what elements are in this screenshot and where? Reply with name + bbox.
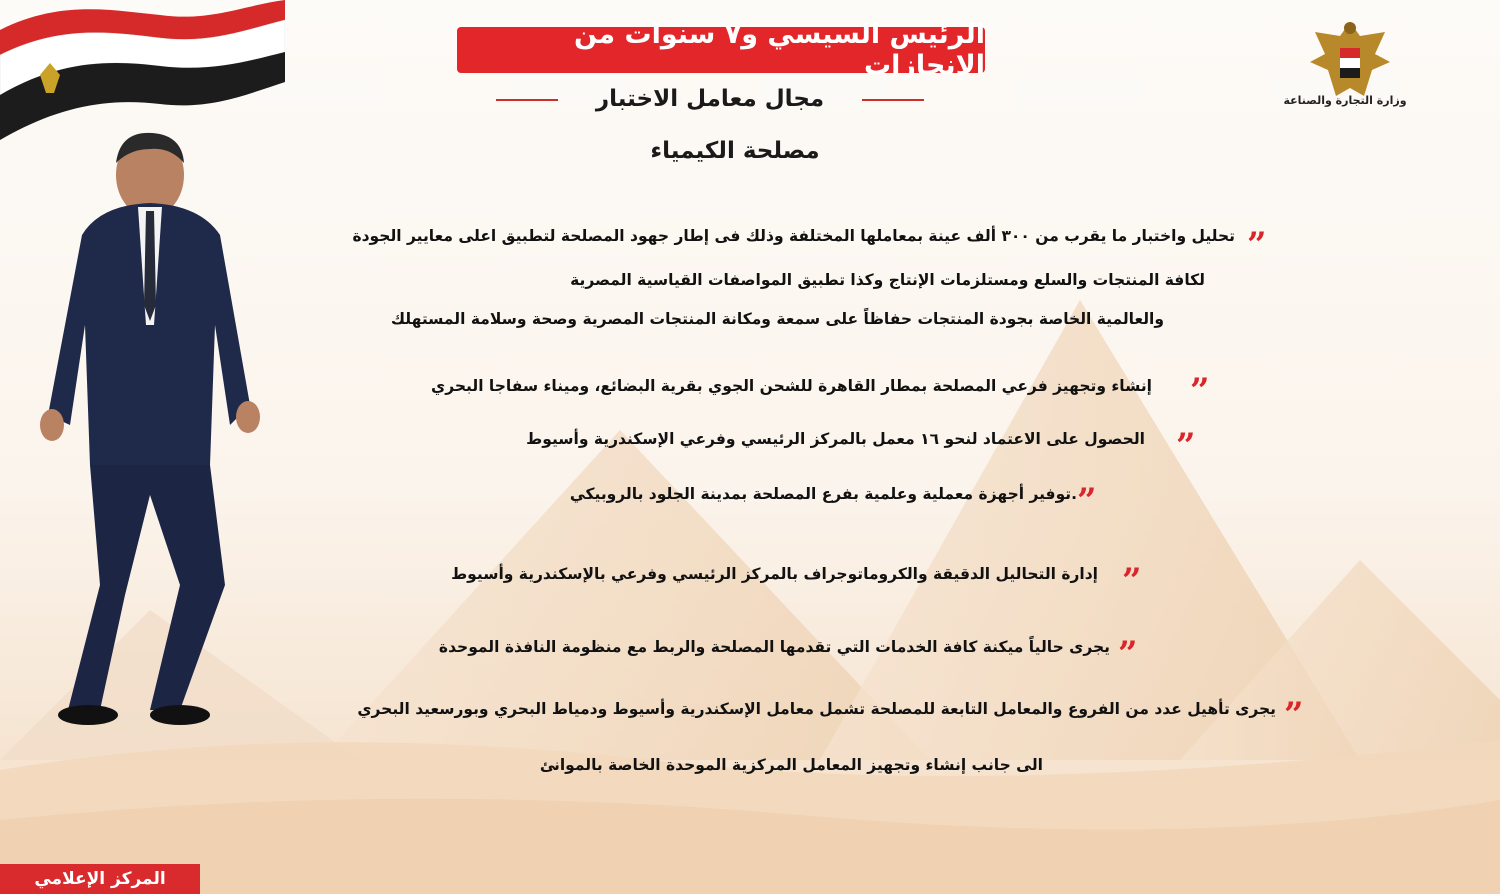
item-line: إنشاء وتجهيز فرعي المصلحة بمطار القاهرة للشحن الجوي بقرية البضائع، وميناء سفاجا البحري (431, 377, 1152, 395)
authority-name: مصلحة الكيمياء (650, 138, 820, 164)
item-line: الى جانب إنشاء وتجهيز المعامل المركزية الموحدة الخاصة بالموانئ (539, 756, 1043, 774)
quote-icon: ” (1190, 371, 1210, 411)
quote-icon: ” (1118, 634, 1138, 674)
item-line: لكافة المنتجات والسلع ومستلزمات الإنتاج وكذا تطبيق المواصفات القياسية المصرية (570, 271, 1205, 289)
page-title: الرئيس السيسي و٧ سنوات من الإنجازات (457, 27, 985, 73)
section-subtitle (0, 86, 1420, 112)
item-line: الحصول على الاعتماد لنحو ١٦ معمل بالمركز الرئيسي وفرعي الإسكندرية وأسيوط (526, 430, 1145, 448)
quote-icon: ” (1077, 481, 1097, 521)
president-figure (30, 125, 275, 735)
ministry-name: وزارة التجارة والصناعة (1283, 94, 1407, 107)
item-line: يجرى تأهيل عدد من الفروع والمعامل التابعة للمصلحة تشمل معامل الإسكندرية وأسيوط ودمياط البحري وبورسعيد البحري (357, 700, 1276, 718)
item-line: .توفير أجهزة معملية وعلمية بفرع المصلحة بمدينة الجلود بالروبيكي (569, 485, 1077, 503)
media-center-label: المركز الإعلامي (0, 864, 200, 894)
quote-icon: ” (1122, 561, 1142, 601)
item-line: إدارة التحاليل الدقيقة والكروماتوجراف بالمركز الرئيسي وفرعي بالإسكندرية وأسيوط (451, 565, 1098, 583)
divider-left (496, 99, 558, 101)
divider-right (862, 99, 924, 101)
quote-icon: ” (1247, 225, 1267, 265)
quote-icon: ” (1284, 695, 1304, 735)
subtitle-text: مجال معامل الاختبار (595, 86, 825, 112)
item-line: تحليل واختبار ما يقرب من ٣٠٠ ألف عينة بمعاملها المختلفة وذلك فى إطار جهود المصلحة لتطبيق اعلى معايير الجودة (352, 227, 1235, 245)
item-line: يجرى حالياً ميكنة كافة الخدمات التي تقدمها المصلحة والربط مع منظومة النافذة الموحدة (438, 638, 1110, 656)
quote-icon: ” (1176, 426, 1196, 466)
item-line: والعالمية الخاصة بجودة المنتجات حفاظاً على سمعة ومكانة المنتجات المصرية وصحة وسلامة المستهلك (390, 310, 1164, 328)
